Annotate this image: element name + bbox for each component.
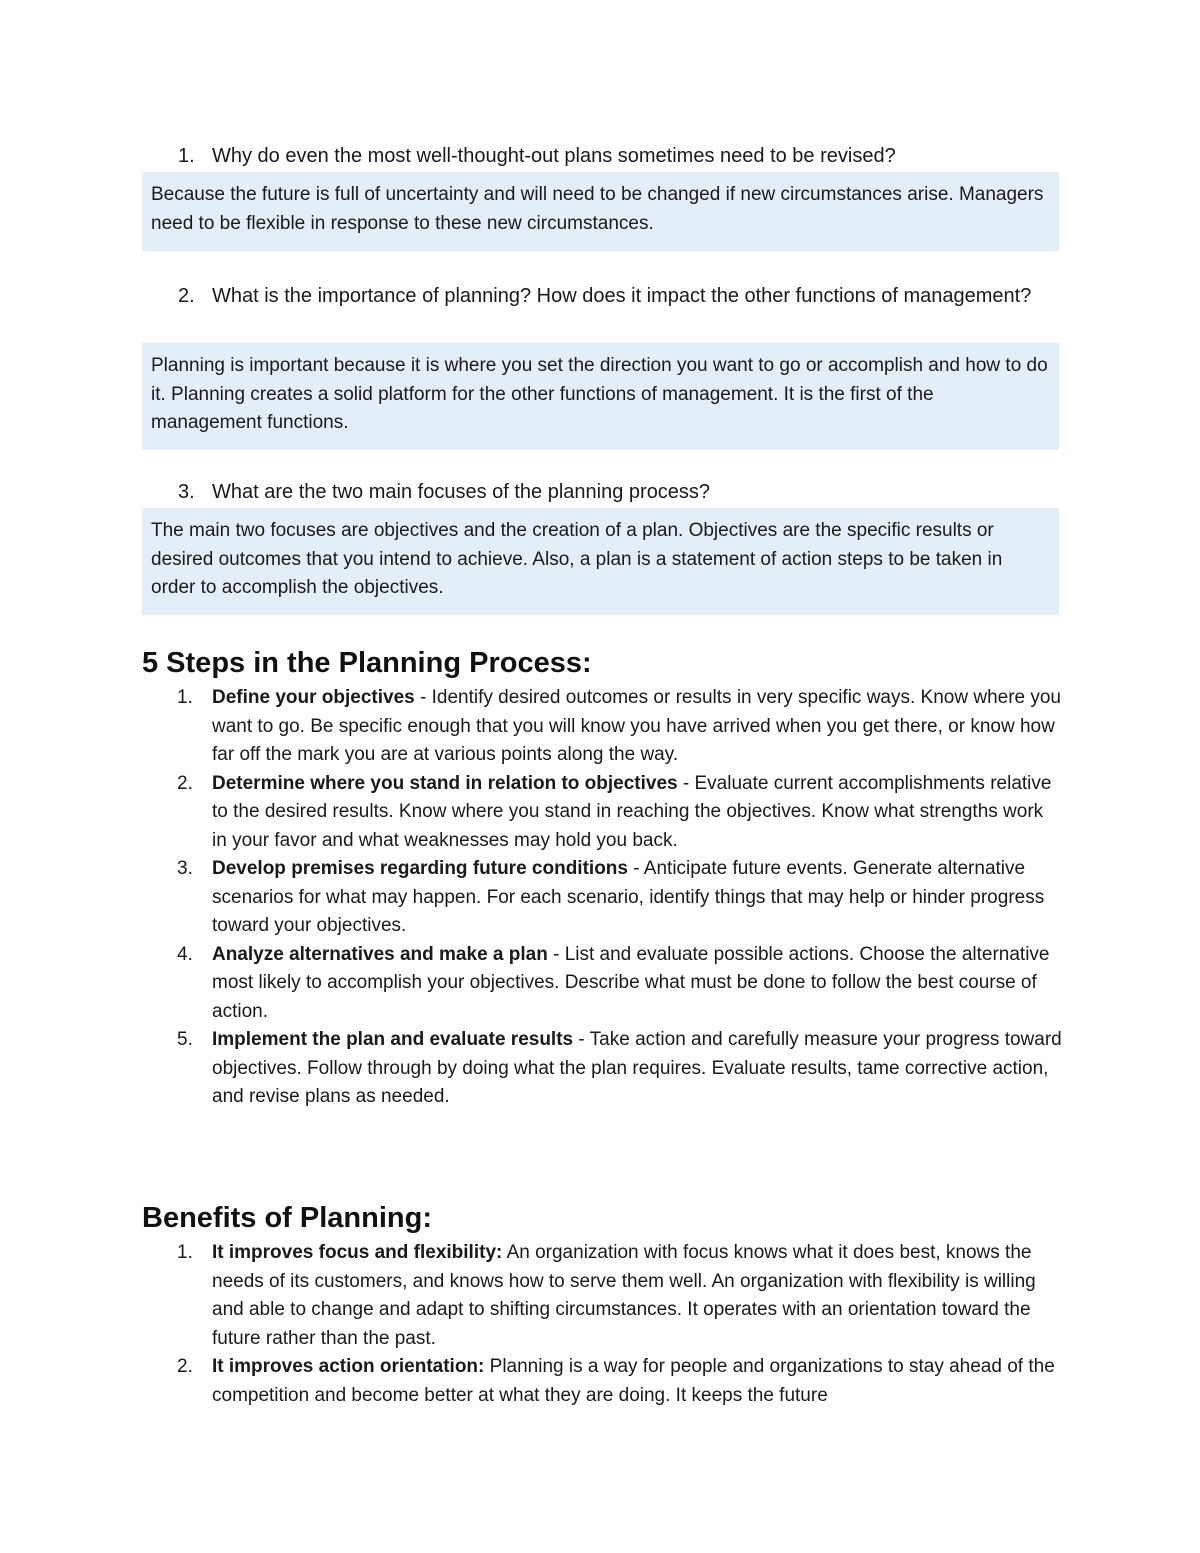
question-1 bbox=[178, 141, 1058, 171]
answer-box-2 bbox=[142, 343, 1059, 450]
question-number: 3. bbox=[178, 481, 195, 503]
steps-heading: 5 Steps in the Planning Process: bbox=[142, 647, 592, 679]
item-title: Analyze alternatives and make a plan bbox=[212, 943, 548, 965]
list-item bbox=[142, 770, 1062, 856]
item-number: 4. bbox=[177, 943, 193, 965]
item-text: - Evaluate current accomplishments relative to the desired results. Know where you stand in reaching the objectives. Know what strengths work in your favor and what weaknesses may hold you back. bbox=[212, 772, 1052, 851]
answer-text: Planning is important because it is where you set the direction you want to go or accomplish and how to do it. Planning creates a solid platform for the other functions of management. It is the first of the management functions. bbox=[151, 355, 1048, 433]
item-text: Planning is a way for people and organizations to stay ahead of the competition and become better at what they are doing. It keeps the future bbox=[212, 1356, 1055, 1406]
answer-box-3 bbox=[142, 508, 1059, 615]
benefits-heading: Benefits of Planning: bbox=[142, 1202, 432, 1234]
list-item bbox=[142, 1239, 1062, 1353]
answer-box-1 bbox=[142, 172, 1059, 251]
question-text: Why do even the most well-thought-out plans sometimes need to be revised? bbox=[212, 145, 896, 167]
question-number: 2. bbox=[178, 285, 195, 307]
item-text: An organization with focus knows what it does best, knows the needs of its customers, and knows how to serve them well. An organization with flexibility is willing and able to change and adapt to shifting circumstances. It operates with an orientation toward the future rather than the past. bbox=[212, 1242, 1036, 1349]
steps-list bbox=[142, 684, 1062, 1112]
question-text: What are the two main focuses of the planning process? bbox=[212, 481, 711, 503]
item-title: It improves action orientation: bbox=[212, 1356, 485, 1377]
item-title: Implement the plan and evaluate results bbox=[212, 1029, 574, 1050]
list-item bbox=[142, 1353, 1062, 1410]
question-3 bbox=[178, 477, 1058, 507]
item-text: - Anticipate future events. Generate alternative scenarios for what may happen. For each scenario, identify things that may help or hinder progress toward your objectives. bbox=[212, 858, 1045, 936]
item-number: 2. bbox=[177, 1356, 193, 1377]
item-text: - Take action and carefully measure your progress toward objectives. Follow through by doing what the plan requires. Evaluate results, tame corrective action, and revise plans as needed. bbox=[212, 1029, 1062, 1107]
item-number: 1. bbox=[177, 1242, 193, 1263]
item-text: - List and evaluate possible actions. Choose the alternative most likely to accomplish your objectives. Describe what must be done to follow the best course of action. bbox=[212, 943, 1050, 1022]
list-item bbox=[142, 1026, 1062, 1112]
list-item bbox=[142, 855, 1062, 941]
item-text: - Identify desired outcomes or results in very specific ways. Know where you want to go. Be specific enough that you will know you have arrived when you get there, or know how far off the mark you are at various points along the way. bbox=[212, 687, 1062, 765]
item-title: Develop premises regarding future conditions bbox=[212, 858, 628, 879]
item-number: 1. bbox=[177, 687, 193, 708]
item-title: It improves focus and flexibility: bbox=[212, 1242, 503, 1263]
item-title: Define your objectives bbox=[212, 687, 415, 708]
answer-text: The main two focuses are objectives and the creation of a plan. Objectives are the specific results or desired outcomes that you intend to achieve. Also, a plan is a statement of action steps to be taken in order to accomplish the objectives. bbox=[151, 520, 1003, 598]
item-title: Determine where you stand in relation to objectives bbox=[212, 772, 678, 794]
item-number: 5. bbox=[177, 1029, 193, 1050]
question-text: What is the importance of planning? How does it impact the other functions of management? bbox=[212, 285, 1032, 307]
list-item bbox=[142, 684, 1062, 770]
question-number: 1. bbox=[178, 145, 195, 167]
question-2 bbox=[178, 281, 1058, 311]
benefits-list bbox=[142, 1239, 1062, 1410]
answer-text: Because the future is full of uncertainty and will need to be changed if new circumstances arise. Managers need to be flexible in response to these new circumstances. bbox=[151, 184, 1044, 234]
item-number: 3. bbox=[177, 858, 193, 879]
list-item bbox=[142, 941, 1062, 1027]
item-number: 2. bbox=[177, 772, 193, 794]
